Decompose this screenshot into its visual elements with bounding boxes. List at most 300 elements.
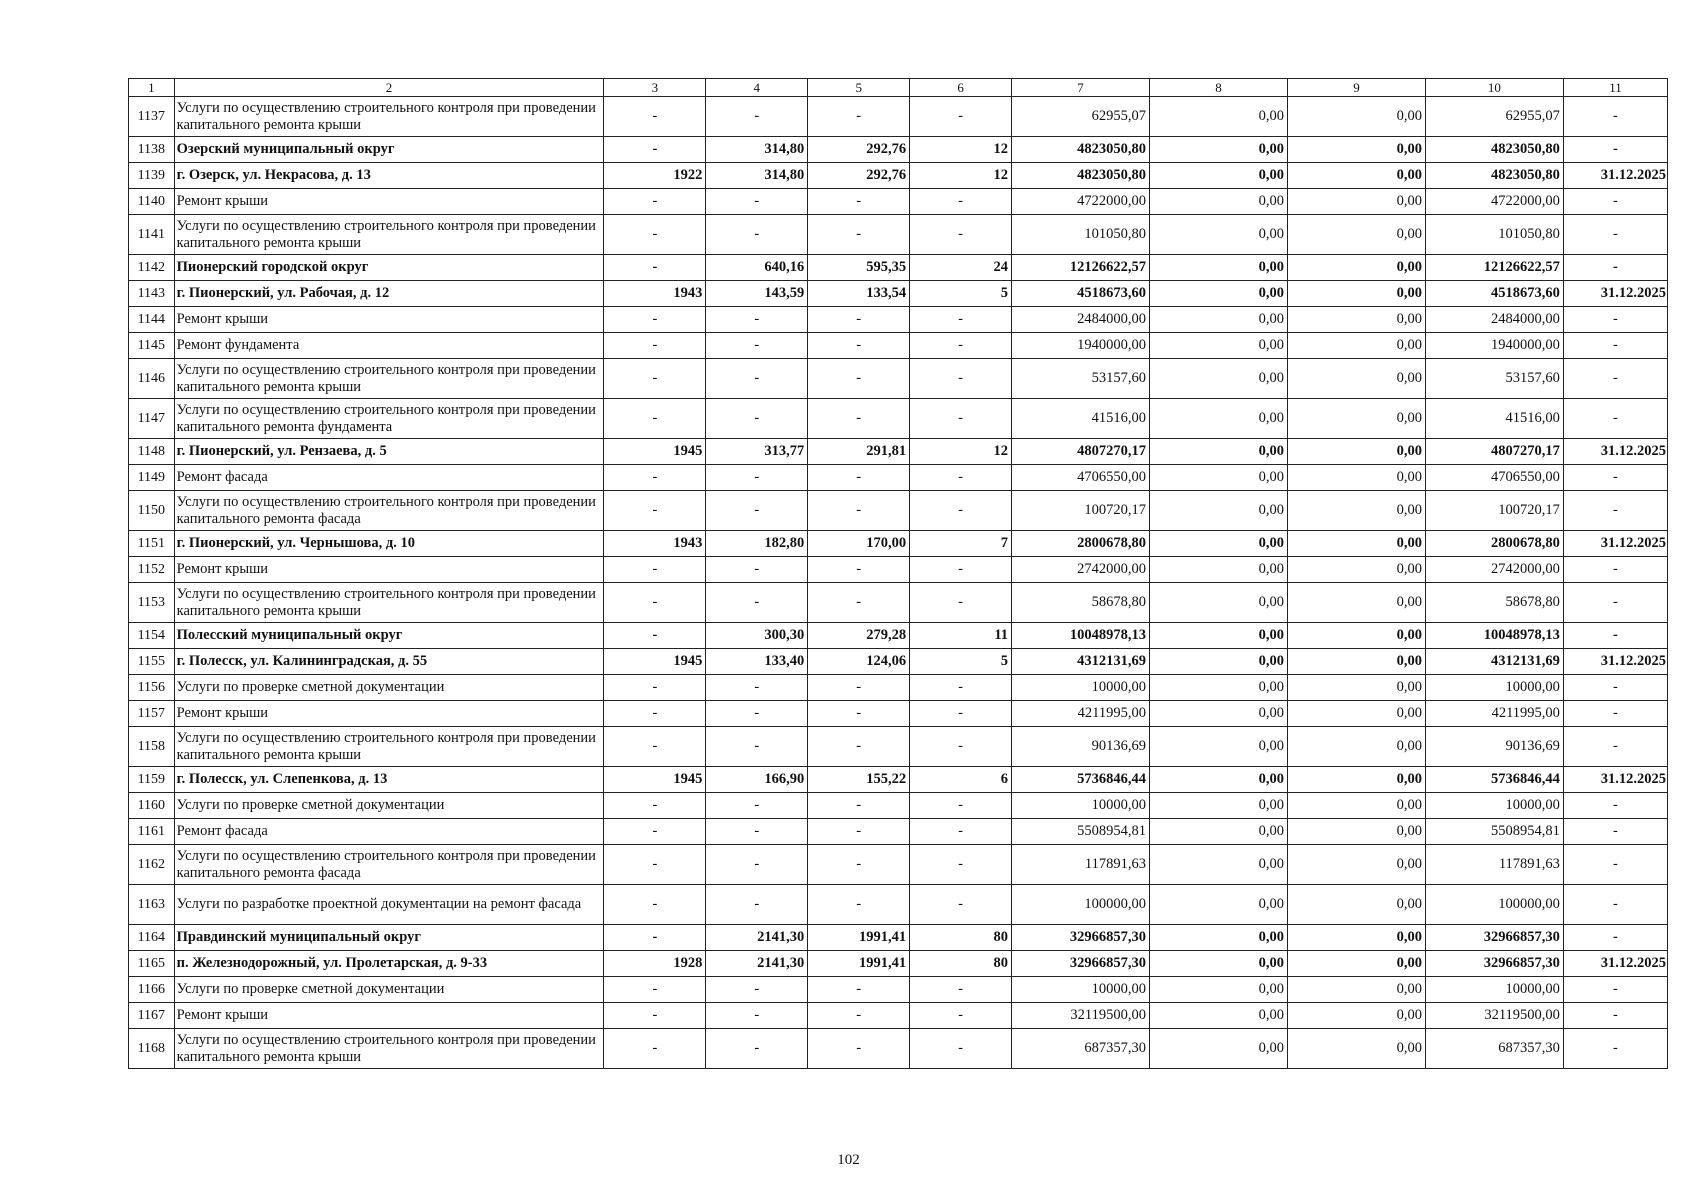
owners-funds-cell: 10000,00 (1425, 977, 1563, 1003)
deadline-cell: 31.12.2025 (1563, 767, 1667, 793)
row-number-cell: 1150 (129, 491, 175, 531)
fund-cell: 0,00 (1150, 1003, 1288, 1029)
row-number-cell: 1139 (129, 163, 175, 189)
area-total-cell: - (706, 583, 808, 623)
row-number-cell: 1162 (129, 845, 175, 885)
row-number-cell: 1140 (129, 189, 175, 215)
area-total-cell: - (706, 215, 808, 255)
item-name-cell: Услуги по осуществлению строительного контроля при проведении капитального ремонта крыши (174, 1029, 604, 1069)
residents-cell: - (910, 97, 1012, 137)
year-cell: - (604, 977, 706, 1003)
owners-funds-cell: 5736846,44 (1425, 767, 1563, 793)
row-number-cell: 1151 (129, 531, 175, 557)
area-living-cell: - (808, 701, 910, 727)
area-living-cell: 291,81 (808, 439, 910, 465)
item-name-cell: Услуги по осуществлению строительного контроля при проведении капитального ремонта крыши (174, 215, 604, 255)
section-row (129, 649, 1668, 675)
residents-cell: 12 (910, 163, 1012, 189)
table-row (129, 359, 1668, 399)
area-living-cell: - (808, 583, 910, 623)
fund-cell: 0,00 (1150, 439, 1288, 465)
budget-cell: 0,00 (1287, 137, 1425, 163)
budget-cell: 0,00 (1287, 845, 1425, 885)
item-name-cell: Ремонт крыши (174, 307, 604, 333)
section-row (129, 531, 1668, 557)
item-name-cell: г. Полесск, ул. Калининградская, д. 55 (174, 649, 604, 675)
fund-cell: 0,00 (1150, 845, 1288, 885)
residents-cell: 5 (910, 649, 1012, 675)
budget-cell: 0,00 (1287, 885, 1425, 925)
area-living-cell: - (808, 97, 910, 137)
section-row (129, 951, 1668, 977)
area-living-cell: - (808, 491, 910, 531)
row-number-cell: 1138 (129, 137, 175, 163)
budget-cell: 0,00 (1287, 767, 1425, 793)
repair-program-table (128, 78, 1668, 1069)
item-name-cell: Услуги по осуществлению строительного контроля при проведении капитального ремонта крыши (174, 97, 604, 137)
table-row (129, 491, 1668, 531)
area-total-cell: - (706, 675, 808, 701)
budget-cell: 0,00 (1287, 307, 1425, 333)
fund-cell: 0,00 (1150, 163, 1288, 189)
deadline-cell: - (1563, 819, 1667, 845)
year-cell: - (604, 465, 706, 491)
row-number-cell: 1153 (129, 583, 175, 623)
deadline-cell: 31.12.2025 (1563, 439, 1667, 465)
cost-total-cell: 2742000,00 (1012, 557, 1150, 583)
column-header-3: 3 (604, 79, 706, 97)
deadline-cell: - (1563, 701, 1667, 727)
area-total-cell: - (706, 845, 808, 885)
budget-cell: 0,00 (1287, 701, 1425, 727)
table-row (129, 333, 1668, 359)
residents-cell: - (910, 701, 1012, 727)
table-row (129, 885, 1668, 925)
area-total-cell: - (706, 359, 808, 399)
fund-cell: 0,00 (1150, 359, 1288, 399)
row-number-cell: 1146 (129, 359, 175, 399)
owners-funds-cell: 100720,17 (1425, 491, 1563, 531)
cost-total-cell: 12126622,57 (1012, 255, 1150, 281)
residents-cell: - (910, 675, 1012, 701)
cost-total-cell: 4211995,00 (1012, 701, 1150, 727)
owners-funds-cell: 10048978,13 (1425, 623, 1563, 649)
deadline-cell: - (1563, 583, 1667, 623)
residents-cell: 12 (910, 137, 1012, 163)
budget-cell: 0,00 (1287, 727, 1425, 767)
year-cell: - (604, 1029, 706, 1069)
row-number-cell: 1145 (129, 333, 175, 359)
deadline-cell: - (1563, 885, 1667, 925)
area-total-cell: - (706, 885, 808, 925)
cost-total-cell: 32966857,30 (1012, 951, 1150, 977)
area-living-cell: - (808, 675, 910, 701)
row-number-cell: 1148 (129, 439, 175, 465)
table-row (129, 189, 1668, 215)
year-cell: 1928 (604, 951, 706, 977)
item-name-cell: Услуги по осуществлению строительного контроля при проведении капитального ремонта крыши (174, 359, 604, 399)
area-total-cell: - (706, 307, 808, 333)
year-cell: - (604, 307, 706, 333)
area-total-cell: 640,16 (706, 255, 808, 281)
area-total-cell: - (706, 557, 808, 583)
deadline-cell: - (1563, 845, 1667, 885)
cost-total-cell: 4807270,17 (1012, 439, 1150, 465)
budget-cell: 0,00 (1287, 163, 1425, 189)
budget-cell: 0,00 (1287, 399, 1425, 439)
area-living-cell: 155,22 (808, 767, 910, 793)
table-row (129, 727, 1668, 767)
cost-total-cell: 41516,00 (1012, 399, 1150, 439)
item-name-cell: Услуги по осуществлению строительного контроля при проведении капитального ремонта фундамента (174, 399, 604, 439)
fund-cell: 0,00 (1150, 767, 1288, 793)
cost-total-cell: 10048978,13 (1012, 623, 1150, 649)
column-number-header-row (129, 79, 1668, 97)
table-row (129, 557, 1668, 583)
deadline-cell: - (1563, 255, 1667, 281)
owners-funds-cell: 4807270,17 (1425, 439, 1563, 465)
area-living-cell: - (808, 1029, 910, 1069)
area-total-cell: - (706, 399, 808, 439)
area-total-cell: - (706, 819, 808, 845)
column-header-8: 8 (1150, 79, 1288, 97)
area-total-cell: - (706, 333, 808, 359)
table-row (129, 977, 1668, 1003)
year-cell: - (604, 215, 706, 255)
cost-total-cell: 4312131,69 (1012, 649, 1150, 675)
cost-total-cell: 4706550,00 (1012, 465, 1150, 491)
area-living-cell: - (808, 307, 910, 333)
area-total-cell: 143,59 (706, 281, 808, 307)
area-total-cell: 313,77 (706, 439, 808, 465)
year-cell: - (604, 845, 706, 885)
table-row (129, 399, 1668, 439)
deadline-cell: - (1563, 189, 1667, 215)
item-name-cell: п. Железнодорожный, ул. Пролетарская, д. 9-33 (174, 951, 604, 977)
item-name-cell: г. Пионерский, ул. Рабочая, д. 12 (174, 281, 604, 307)
fund-cell: 0,00 (1150, 583, 1288, 623)
budget-cell: 0,00 (1287, 583, 1425, 623)
residents-cell: - (910, 491, 1012, 531)
section-row (129, 137, 1668, 163)
item-name-cell: Ремонт фасада (174, 465, 604, 491)
table-row (129, 701, 1668, 727)
table-row (129, 465, 1668, 491)
area-living-cell: - (808, 977, 910, 1003)
residents-cell: - (910, 215, 1012, 255)
cost-total-cell: 32966857,30 (1012, 925, 1150, 951)
owners-funds-cell: 4518673,60 (1425, 281, 1563, 307)
owners-funds-cell: 2742000,00 (1425, 557, 1563, 583)
area-living-cell: - (808, 727, 910, 767)
fund-cell: 0,00 (1150, 215, 1288, 255)
cost-total-cell: 101050,80 (1012, 215, 1150, 255)
item-name-cell: Ремонт фундамента (174, 333, 604, 359)
area-living-cell: - (808, 1003, 910, 1029)
table-row (129, 819, 1668, 845)
budget-cell: 0,00 (1287, 977, 1425, 1003)
fund-cell: 0,00 (1150, 925, 1288, 951)
deadline-cell: 31.12.2025 (1563, 163, 1667, 189)
residents-cell: - (910, 1003, 1012, 1029)
area-living-cell: 279,28 (808, 623, 910, 649)
cost-total-cell: 10000,00 (1012, 675, 1150, 701)
budget-cell: 0,00 (1287, 925, 1425, 951)
residents-cell: - (910, 333, 1012, 359)
deadline-cell: - (1563, 333, 1667, 359)
table-row (129, 845, 1668, 885)
year-cell: - (604, 97, 706, 137)
fund-cell: 0,00 (1150, 977, 1288, 1003)
fund-cell: 0,00 (1150, 465, 1288, 491)
budget-cell: 0,00 (1287, 819, 1425, 845)
table-row (129, 793, 1668, 819)
item-name-cell: Ремонт крыши (174, 189, 604, 215)
owners-funds-cell: 687357,30 (1425, 1029, 1563, 1069)
owners-funds-cell: 4706550,00 (1425, 465, 1563, 491)
row-number-cell: 1161 (129, 819, 175, 845)
owners-funds-cell: 62955,07 (1425, 97, 1563, 137)
year-cell: - (604, 399, 706, 439)
area-total-cell: 300,30 (706, 623, 808, 649)
area-total-cell: 2141,30 (706, 925, 808, 951)
row-number-cell: 1158 (129, 727, 175, 767)
item-name-cell: Услуги по разработке проектной документации на ремонт фасада (174, 885, 604, 925)
year-cell: 1945 (604, 439, 706, 465)
item-name-cell: Пионерский городской округ (174, 255, 604, 281)
cost-total-cell: 62955,07 (1012, 97, 1150, 137)
table-row (129, 307, 1668, 333)
area-living-cell: - (808, 885, 910, 925)
owners-funds-cell: 32119500,00 (1425, 1003, 1563, 1029)
cost-total-cell: 58678,80 (1012, 583, 1150, 623)
row-number-cell: 1154 (129, 623, 175, 649)
owners-funds-cell: 4823050,80 (1425, 163, 1563, 189)
area-living-cell: - (808, 333, 910, 359)
section-row (129, 925, 1668, 951)
item-name-cell: Услуги по осуществлению строительного контроля при проведении капитального ремонта фасада (174, 845, 604, 885)
deadline-cell: - (1563, 97, 1667, 137)
area-total-cell: 182,80 (706, 531, 808, 557)
row-number-cell: 1163 (129, 885, 175, 925)
residents-cell: 7 (910, 531, 1012, 557)
page-number: 102 (837, 1152, 860, 1168)
item-name-cell: Услуги по осуществлению строительного контроля при проведении капитального ремонта крыши (174, 727, 604, 767)
table-row (129, 583, 1668, 623)
item-name-cell: Озерский муниципальный округ (174, 137, 604, 163)
residents-cell: 80 (910, 925, 1012, 951)
budget-cell: 0,00 (1287, 465, 1425, 491)
area-total-cell: - (706, 1029, 808, 1069)
area-living-cell: 1991,41 (808, 925, 910, 951)
column-header-11: 11 (1563, 79, 1667, 97)
cost-total-cell: 100000,00 (1012, 885, 1150, 925)
deadline-cell: - (1563, 137, 1667, 163)
residents-cell: - (910, 977, 1012, 1003)
table-row (129, 675, 1668, 701)
area-living-cell: - (808, 359, 910, 399)
fund-cell: 0,00 (1150, 885, 1288, 925)
owners-funds-cell: 10000,00 (1425, 675, 1563, 701)
year-cell: - (604, 925, 706, 951)
deadline-cell: - (1563, 359, 1667, 399)
fund-cell: 0,00 (1150, 333, 1288, 359)
column-header-7: 7 (1012, 79, 1150, 97)
row-number-cell: 1165 (129, 951, 175, 977)
section-row (129, 255, 1668, 281)
residents-cell: - (910, 557, 1012, 583)
area-total-cell: 166,90 (706, 767, 808, 793)
area-living-cell: - (808, 819, 910, 845)
area-living-cell: - (808, 189, 910, 215)
cost-total-cell: 5736846,44 (1012, 767, 1150, 793)
fund-cell: 0,00 (1150, 557, 1288, 583)
year-cell: - (604, 793, 706, 819)
item-name-cell: Полесский муниципальный округ (174, 623, 604, 649)
cost-total-cell: 32119500,00 (1012, 1003, 1150, 1029)
fund-cell: 0,00 (1150, 675, 1288, 701)
row-number-cell: 1166 (129, 977, 175, 1003)
residents-cell: - (910, 819, 1012, 845)
cost-total-cell: 1940000,00 (1012, 333, 1150, 359)
deadline-cell: 31.12.2025 (1563, 531, 1667, 557)
year-cell: - (604, 491, 706, 531)
area-living-cell: - (808, 215, 910, 255)
column-header-10: 10 (1425, 79, 1563, 97)
deadline-cell: 31.12.2025 (1563, 951, 1667, 977)
year-cell: - (604, 189, 706, 215)
item-name-cell: г. Пионерский, ул. Чернышова, д. 10 (174, 531, 604, 557)
cost-total-cell: 4518673,60 (1012, 281, 1150, 307)
owners-funds-cell: 4823050,80 (1425, 137, 1563, 163)
cost-total-cell: 2484000,00 (1012, 307, 1150, 333)
owners-funds-cell: 32966857,30 (1425, 951, 1563, 977)
area-living-cell: 133,54 (808, 281, 910, 307)
fund-cell: 0,00 (1150, 623, 1288, 649)
section-row (129, 163, 1668, 189)
cost-total-cell: 4823050,80 (1012, 137, 1150, 163)
item-name-cell: Услуги по проверке сметной документации (174, 675, 604, 701)
item-name-cell: г. Полесск, ул. Слепенкова, д. 13 (174, 767, 604, 793)
owners-funds-cell: 10000,00 (1425, 793, 1563, 819)
cost-total-cell: 53157,60 (1012, 359, 1150, 399)
row-number-cell: 1155 (129, 649, 175, 675)
budget-cell: 0,00 (1287, 531, 1425, 557)
budget-cell: 0,00 (1287, 675, 1425, 701)
area-living-cell: - (808, 465, 910, 491)
row-number-cell: 1159 (129, 767, 175, 793)
fund-cell: 0,00 (1150, 819, 1288, 845)
row-number-cell: 1149 (129, 465, 175, 491)
area-living-cell: 170,00 (808, 531, 910, 557)
year-cell: 1943 (604, 281, 706, 307)
cost-total-cell: 90136,69 (1012, 727, 1150, 767)
row-number-cell: 1147 (129, 399, 175, 439)
owners-funds-cell: 90136,69 (1425, 727, 1563, 767)
row-number-cell: 1164 (129, 925, 175, 951)
cost-total-cell: 117891,63 (1012, 845, 1150, 885)
table-row (129, 1029, 1668, 1069)
owners-funds-cell: 2800678,80 (1425, 531, 1563, 557)
year-cell: - (604, 819, 706, 845)
row-number-cell: 1167 (129, 1003, 175, 1029)
fund-cell: 0,00 (1150, 1029, 1288, 1069)
budget-cell: 0,00 (1287, 189, 1425, 215)
year-cell: - (604, 359, 706, 399)
area-total-cell: - (706, 1003, 808, 1029)
fund-cell: 0,00 (1150, 307, 1288, 333)
fund-cell: 0,00 (1150, 531, 1288, 557)
fund-cell: 0,00 (1150, 399, 1288, 439)
year-cell: 1945 (604, 767, 706, 793)
deadline-cell: - (1563, 557, 1667, 583)
owners-funds-cell: 41516,00 (1425, 399, 1563, 439)
deadline-cell: - (1563, 727, 1667, 767)
area-living-cell: - (808, 845, 910, 885)
deadline-cell: - (1563, 925, 1667, 951)
column-header-1: 1 (129, 79, 175, 97)
owners-funds-cell: 32966857,30 (1425, 925, 1563, 951)
area-living-cell: - (808, 793, 910, 819)
owners-funds-cell: 4312131,69 (1425, 649, 1563, 675)
area-living-cell: 595,35 (808, 255, 910, 281)
residents-cell: - (910, 359, 1012, 399)
item-name-cell: Услуги по осуществлению строительного контроля при проведении капитального ремонта фасада (174, 491, 604, 531)
fund-cell: 0,00 (1150, 951, 1288, 977)
area-total-cell: - (706, 977, 808, 1003)
cost-total-cell: 2800678,80 (1012, 531, 1150, 557)
residents-cell: 5 (910, 281, 1012, 307)
column-header-6: 6 (910, 79, 1012, 97)
residents-cell: - (910, 793, 1012, 819)
year-cell: - (604, 583, 706, 623)
row-number-cell: 1142 (129, 255, 175, 281)
table-row (129, 1003, 1668, 1029)
area-total-cell: 133,40 (706, 649, 808, 675)
deadline-cell: - (1563, 491, 1667, 531)
fund-cell: 0,00 (1150, 255, 1288, 281)
residents-cell: 11 (910, 623, 1012, 649)
row-number-cell: 1156 (129, 675, 175, 701)
deadline-cell: - (1563, 399, 1667, 439)
table-row (129, 215, 1668, 255)
area-total-cell: - (706, 97, 808, 137)
item-name-cell: Услуги по проверке сметной документации (174, 793, 604, 819)
row-number-cell: 1168 (129, 1029, 175, 1069)
residents-cell: 80 (910, 951, 1012, 977)
fund-cell: 0,00 (1150, 281, 1288, 307)
row-number-cell: 1160 (129, 793, 175, 819)
budget-cell: 0,00 (1287, 623, 1425, 649)
budget-cell: 0,00 (1287, 793, 1425, 819)
section-row (129, 281, 1668, 307)
area-living-cell: - (808, 557, 910, 583)
row-number-cell: 1157 (129, 701, 175, 727)
section-row (129, 623, 1668, 649)
residents-cell: - (910, 465, 1012, 491)
year-cell: - (604, 885, 706, 925)
year-cell: - (604, 675, 706, 701)
year-cell: - (604, 701, 706, 727)
budget-cell: 0,00 (1287, 1003, 1425, 1029)
budget-cell: 0,00 (1287, 491, 1425, 531)
budget-cell: 0,00 (1287, 333, 1425, 359)
fund-cell: 0,00 (1150, 649, 1288, 675)
owners-funds-cell: 12126622,57 (1425, 255, 1563, 281)
row-number-cell: 1141 (129, 215, 175, 255)
residents-cell: - (910, 885, 1012, 925)
cost-total-cell: 4722000,00 (1012, 189, 1150, 215)
